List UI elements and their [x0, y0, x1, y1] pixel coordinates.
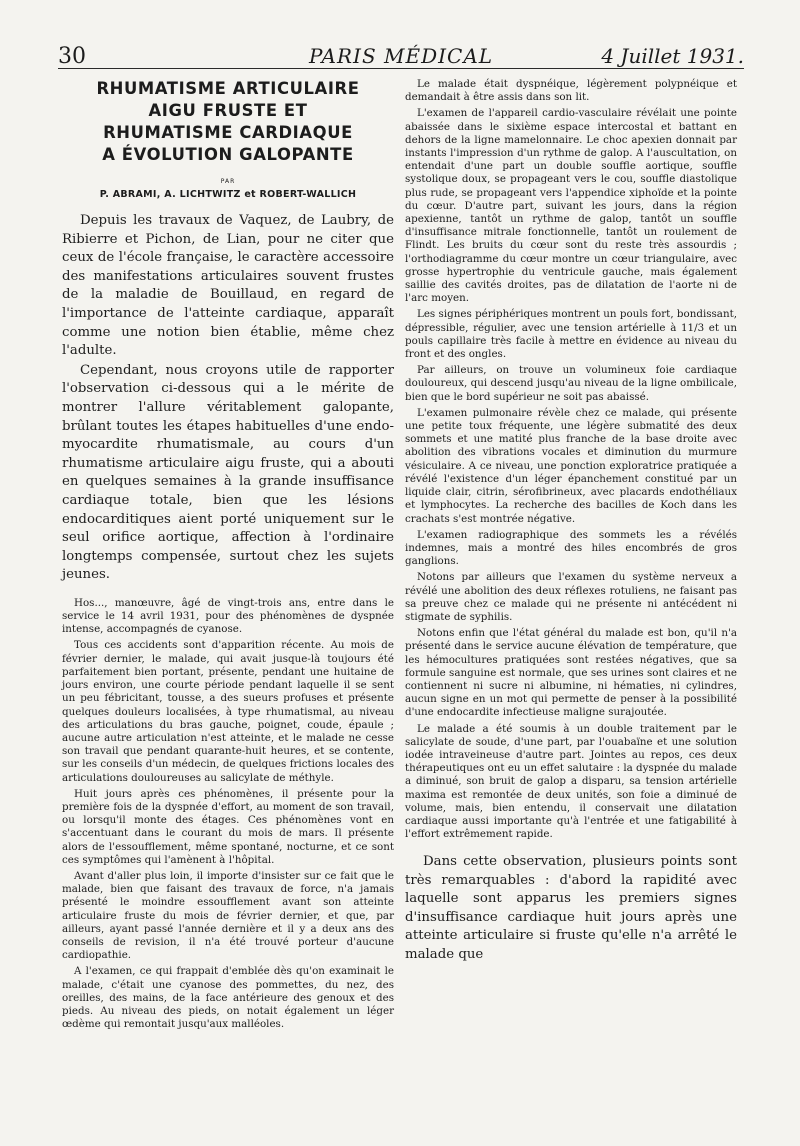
journal-title: PARIS MÉDICAL [308, 44, 494, 68]
title-line: A ÉVOLUTION GALOPANTE [102, 145, 354, 164]
observation-paragraph: Huit jours après ces phénomènes, il présente pour la première fois de la dyspnée d'effort, au moment de son travail, ou lorsqu'il monte des étages. Ces phénomènes vont en s'accentuant dans le courant du mois de mars. Il présente alors de l'essoufflement, même spontané, nocturne, et ce sont ces symptômes qui l'amènent à l'hôpital. [62, 787, 394, 866]
title-line: AIGU FRUSTE ET [148, 101, 308, 120]
observation-paragraph: Notons par ailleurs que l'examen du système nerveux a révélé une abolition des deux réflexes rotuliens, ne faisant pas sa preuve chez ce malade qui ne présente ni antécédent ni stigmate de syphilis. [405, 571, 737, 623]
issue-date: 4 Juillet 1931. [601, 44, 744, 68]
observation-paragraph: L'examen de l'appareil cardio-vasculaire révélait une pointe abaissée dans le sixième espace intercostal et battant en dehors de la ligne mamelonnaire. Le choc apexien donnait par instants l'impression d'un rythme de galop. A l'auscultation, on entendait d'une part un double souffle aortique, souffle systolique doux, se propageant vers le cou, souffle diastolique plus rude, se propageant vers l'appendice xiphoïde et la pointe du cœur. D'autre part, suivant les jours, dans la région apexienne, tantôt un rythme de galop, tantôt un souffle d'insuffisance mitrale fonctionnelle, tantôt un roulement de Flindt. Les bruits du cœur sont du reste très assourdis ; l'orthodiagramme du cœur montre un cœur triangulaire, avec grosse hypertrophie du ventricule gauche, mais également saillie des cavités droites, pas de dilatation de l'aorte ni de l'arc moyen. [405, 107, 737, 305]
byline-par: PAR [220, 178, 236, 185]
observation-paragraph: Tous ces accidents sont d'apparition récente. Au mois de février dernier, le malade, qui avait jusque-là toujours été parfaitement bien portant, présente, pendant une huitaine de jours environ, une courte période pendant laquelle il se sent un peu fébricitant, tousse, a des sueurs profuses et présente quelques douleurs localisées, à type rhumatismal, au niveau des articulations du bras gauche, poignet, coude, épaule ; aucune autre articulation n'est atteinte, et le malade ne cesse son travail que pendant quarante-huit heures, et se contente, sur les conseils d'un médecin, de quelques frictions locales des articulations douloureuses au salicylate de méthyle. [62, 639, 394, 784]
article-title [62, 78, 394, 166]
intro-paragraph: Depuis les travaux de Vaquez, de Laubry, de Ribierre et Pichon, de Lian, pour ne citer que ceux de l'école française, le caractère accessoire des manifestations articulaires souvent frustes de la maladie de Bouillaud, en regard de l'importance de l'atteinte cardiaque, apparaît comme une notion bien établie, même chez l'adulte. [62, 213, 394, 359]
title-line: RHUMATISME CARDIAQUE [103, 123, 353, 142]
page-number: 30 [58, 44, 86, 69]
authors: P. ABRAMI, A. LICHTWITZ et ROBERT-WALLICH [99, 189, 357, 200]
observation-paragraph: Les signes périphériques montrent un pouls fort, bondissant, dépressible, régulier, avec une tension artérielle à 11/3 et un pouls capillaire très facile à mettre en évidence au niveau du front et des ongles. [405, 308, 737, 361]
observation-paragraph: Hos..., manœuvre, âgé de vingt-trois ans, entre dans le service le 14 avril 1931, pour des phénomènes de dyspnée intense, accompagnés de cyanose. [62, 596, 394, 636]
section-gap [405, 841, 737, 853]
observation-paragraph: L'examen radiographique des sommets les a révélés indemnes, mais a montré des hiles encombrés de gros ganglions. [405, 528, 737, 568]
observation-paragraph: A l'examen, ce qui frappait d'emblée dès qu'on examinait le malade, c'était une cyanose des pommettes, du nez, des oreilles, des mains, de la face antérieure des genoux et des pieds. Au niveau des pieds, on notait également un léger œdème qui remontait jusqu'aux malléoles. [62, 965, 394, 1031]
left-column [62, 78, 394, 1031]
intro-paragraph: Cependant, nous croyons utile de rapporter l'observation ci-dessous qui a le mérite de montrer l'allure véritablement galopante, brûlant toutes les étapes habituelles d'une endo-myocardite rhumatismale, au cours d'un rhumatisme articulaire aigu fruste, qui a abouti en quelques semaines à la grande insuffisance cardiaque totale, bien que les lésions endocarditiques aient porté uniquement sur le seul orifice aortique, affection à l'ordinaire longtemps compensée, surtout chez les sujets jeunes. [62, 362, 394, 583]
observation-paragraph: L'examen pulmonaire révèle chez ce malade, qui présente une petite toux fréquente, une légère submatité des deux sommets et une matité plus franche de la base droite avec abolition des vibrations vocales et diminution du murmure vésiculaire. A ce niveau, une ponction exploratrice pratiquée a révélé l'existence d'un léger épanchement constitué par un liquide clair, citrin, sérofibrineux, avec placards endothéliaux et lymphocytes. La recherche des bacilles de Koch dans les crachats s'est montrée négative. [405, 406, 737, 525]
observation-paragraph: Avant d'aller plus loin, il importe d'insister sur ce fait que le malade, bien que faisant des travaux de force, n'a jamais présenté le moindre essoufflement avant son atteinte articulaire fruste du mois de février dernier, et que, par ailleurs, ayant passé l'année dernière et il y a deux ans des conseils de revision, il n'a été trouvé porteur d'aucune cardiopathie. [62, 869, 394, 962]
title-line: RHUMATISME ARTICULAIRE [96, 79, 360, 98]
observation-paragraph: Par ailleurs, on trouve un volumineux foie cardiaque douloureux, qui descend jusqu'au niveau de la ligne ombilicale, bien que le bord supérieur ne soit pas abaissé. [405, 364, 737, 403]
observation-paragraph: Le malade était dyspnéique, légèrement polypnéique et demandait à être assis dans son lit. [405, 78, 737, 104]
section-gap [62, 585, 394, 597]
page-header [58, 44, 744, 69]
right-column [405, 78, 737, 964]
observation-paragraph: Le malade a été soumis à un double traitement par le salicylate de soude, d'une part, par l'ouabaïne et une solution iodée intraveineuse d'autre part. Jointes au repos, ces deux thérapeutiques ont eu un effet salutaire : la dyspnée du malade a diminué, son bruit de galop a disparu, sa tension artérielle maxima est remontée de deux unités, son foie a diminué de volume, mais, bien entendu, il conservait une dilatation cardiaque aussi importante qu'à l'entrée et une fatigabilité à l'effort extrêmement rapide. [405, 722, 737, 841]
observation-paragraph: Notons enfin que l'état général du malade est bon, qu'il n'a présenté dans le service aucune élévation de température, que les hémocultures pratiquées sont restées négatives, que sa formule sanguine est normale, que ses urines sont claires et ne contiennent ni sucre ni albumine, ni hématies, ni cylindres, aucun signe en un mot qui permette de penser à la possibilité d'une endocardite infectieuse maligne surajoutée. [405, 627, 737, 719]
discussion-paragraph: Dans cette observation, plusieurs points sont très remarquables : d'abord la rapidité avec laquelle sont apparus les premiers signes d'insuffisance cardiaque huit jours après une atteinte articulaire si fruste qu'elle n'a arrêté le malade que [405, 854, 737, 962]
